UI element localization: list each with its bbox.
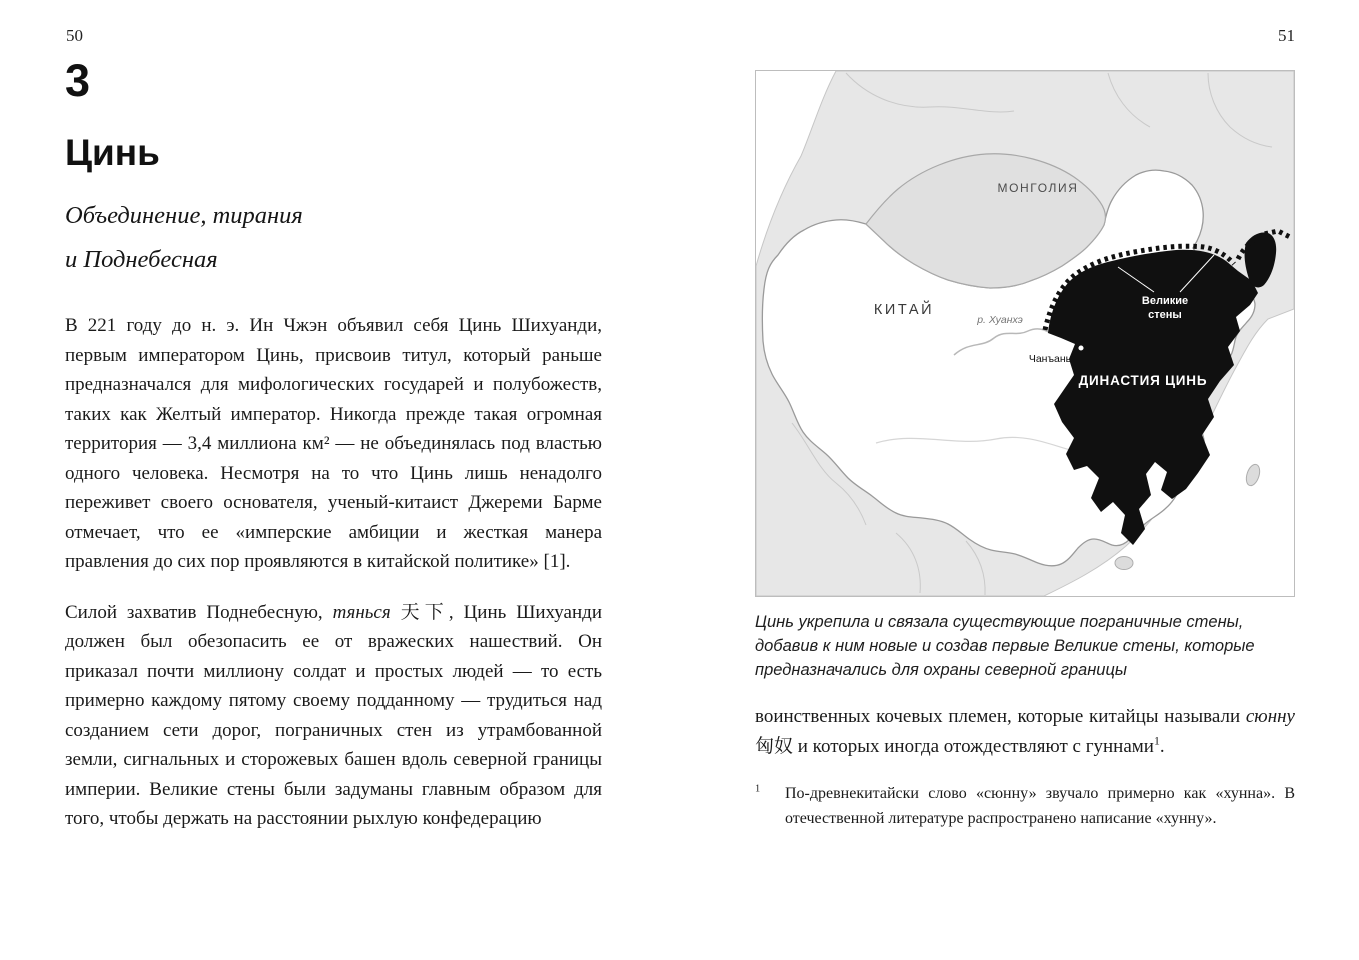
paragraph-2-chinese: 天下, [390, 601, 464, 623]
map-label-river-huanghe: р. Хуанхэ [977, 314, 1023, 326]
paragraph-1: В 221 году до н. э. Ин Чжэн объявил себя Цинь Шихуанди, первым императором Цинь, присвоив титул, который раньше предназначался для мифологических государей и полубожеств, таких как Желтый император. Никогда прежде такая огромная территория — 3,4 миллиона км² — не объединялась под властью одного человека. Несмотря на то что Цинь лишь ненадолго переживет своего основателя, ученый-китаист Джереми Барме отмечает, что ее «имперские амбиции и жесткая манера правления до сих пор проявляются в китайской политике» [1]. [65, 315, 602, 573]
chapter-number: 3 [65, 55, 91, 106]
map-label-mongolia: МОНГОЛИЯ [997, 181, 1079, 195]
map-label-walls-line2: стены [1148, 309, 1182, 321]
right-paragraph-chinese: 匈奴 [755, 735, 798, 757]
paragraph-2-italic-term: тянься [332, 601, 391, 623]
right-paragraph-part-1: воинственных кочевых племен, которые китайцы называли [755, 706, 1246, 728]
subtitle-line-1: Объединение, тирания [65, 202, 303, 229]
subtitle-line-2: и Поднебесная [65, 246, 218, 274]
map-figure [755, 70, 1295, 597]
footnote-text: По-древнекитайски слово «сюнну» звучало примерно как «хунна». В отечественной литературе распространено написание «хунну». [785, 785, 1295, 827]
right-paragraph [755, 702, 1295, 761]
map-label-walls-line1: Великие [1141, 295, 1189, 307]
page-number-left: 50 [66, 26, 83, 45]
right-paragraph-part-2: и которых иногда отождествляют с гуннами [797, 735, 1154, 757]
paragraph-2-part-1: Силой захватив Поднебесную, [65, 601, 333, 623]
chapter-subtitle [65, 194, 602, 282]
map-label-qin-dynasty: ДИНАСТИЯ ЦИНЬ [1078, 373, 1208, 388]
right-page [755, 70, 1295, 831]
china-map [756, 71, 1294, 596]
footnote [755, 782, 1295, 831]
right-paragraph-italic-term: сюнну [1245, 706, 1295, 728]
map-label-changan: Чанъань [1028, 353, 1072, 365]
map-label-china: КИТАЙ [873, 302, 935, 318]
map-caption: Цинь укрепила и связала существующие пограничные стены, добавив к ним новые и создав первые Великие стены, которые предназначались для охраны северной границы [755, 613, 1255, 680]
paragraph-2-part-2: Цинь Шихуанди должен был обезопасить ее от вражеских нашествий. Он приказал почти миллиону солдат и простых людей — то есть примерно каждому пятому своему подданному — трудиться над созданием сети дорог, пограничных стен из утрамбованной земли, сигнальных и сторожевых башен вдоль северной границы империи. Великие стены были задуманы главным образом для того, чтобы держать на расстоянии рыхлую конфедерацию [65, 601, 602, 830]
footnote-marker [755, 782, 785, 831]
map-city-dot-changan [1078, 345, 1084, 351]
page-number-right: 51 [1278, 26, 1295, 45]
chapter-title: Цинь [65, 132, 160, 173]
map-island-hainan [1115, 557, 1133, 570]
footnote-reference: 1 [1153, 734, 1160, 748]
paragraph-2 [65, 598, 602, 834]
left-page [65, 55, 602, 834]
right-paragraph-part-3: . [1159, 735, 1165, 757]
footnote-marker-number: 1 [755, 783, 761, 795]
